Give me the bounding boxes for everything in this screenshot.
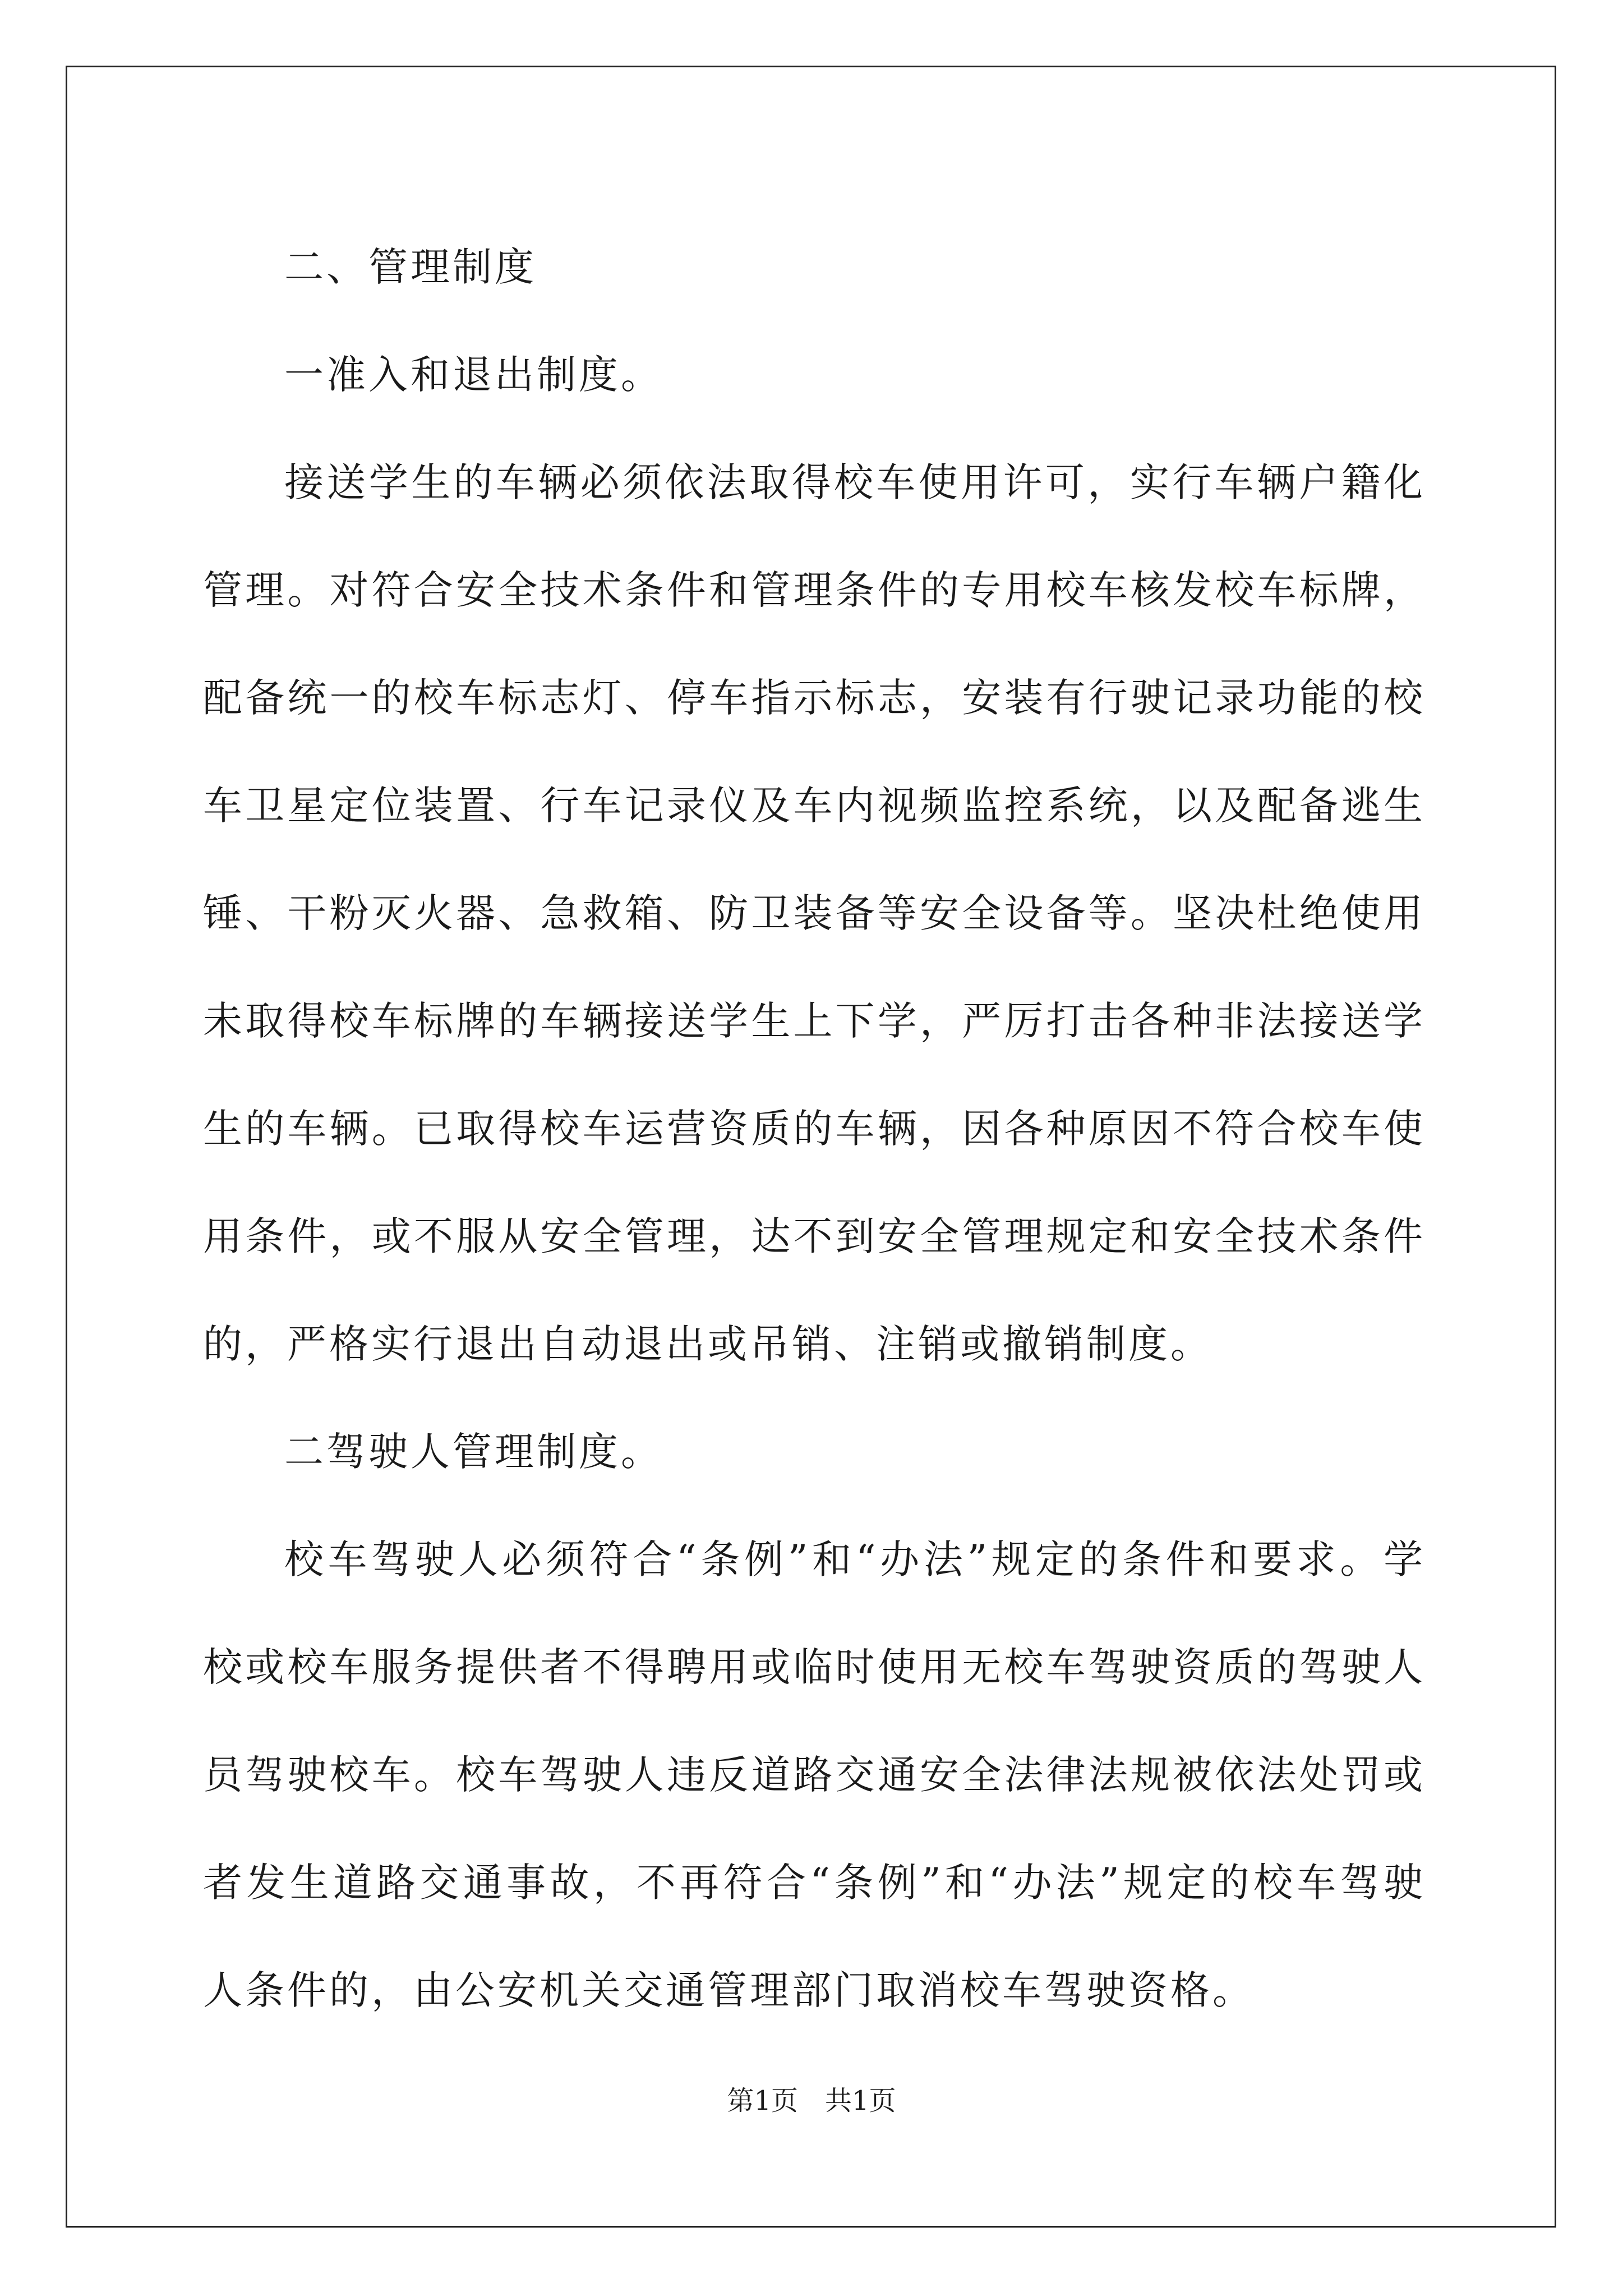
page-footer: 第1页 共1页: [727, 2085, 896, 2116]
document-body: [203, 213, 1426, 2044]
paragraph-entry-exit: 接送学生的车辆必须依法取得校车使用许可，实行车辆户籍化管理。对符合安全技术条件和管理条件的专用校车核发校车标牌，配备统一的校车标志灯、停车指示标志，安装有行驶记录功能的校车卫星定位装置、行车记录仪及车内视频监控系统，以及配备逃生锤、干粉灭火器、急救箱、防卫装备等安全设备等。坚决杜绝使用未取得校车标牌的车辆接送学生上下学，严厉打击各种非法接送学生的车辆。已取得校车运营资质的车辆，因各种原因不符合校车使用条件，或不服从安全管理，达不到安全管理规定和安全技术条件的，严格实行退出自动退出或吊销、注销或撤销制度。: [203, 459, 1426, 1367]
paragraph-driver: 校车驾驶人必须符合“条例”和“办法”规定的条件和要求。学校或校车服务提供者不得聘用或临时使用无校车驾驶资质的驾驶人员驾驶校车。校车驾驶人违反道路交通安全法律法规被依法处罚或者发生道路交通事故，不再符合“条例”和“办法”规定的校车驾驶人条件的，由公安机关交通管理部门取消校车驾驶资格。: [203, 1536, 1426, 2013]
subsection-heading-entry-exit: 一准入和退出制度。: [284, 352, 663, 398]
section-heading: 二、管理制度: [284, 244, 537, 290]
subsection-heading-driver: 二驾驶人管理制度。: [284, 1429, 663, 1475]
